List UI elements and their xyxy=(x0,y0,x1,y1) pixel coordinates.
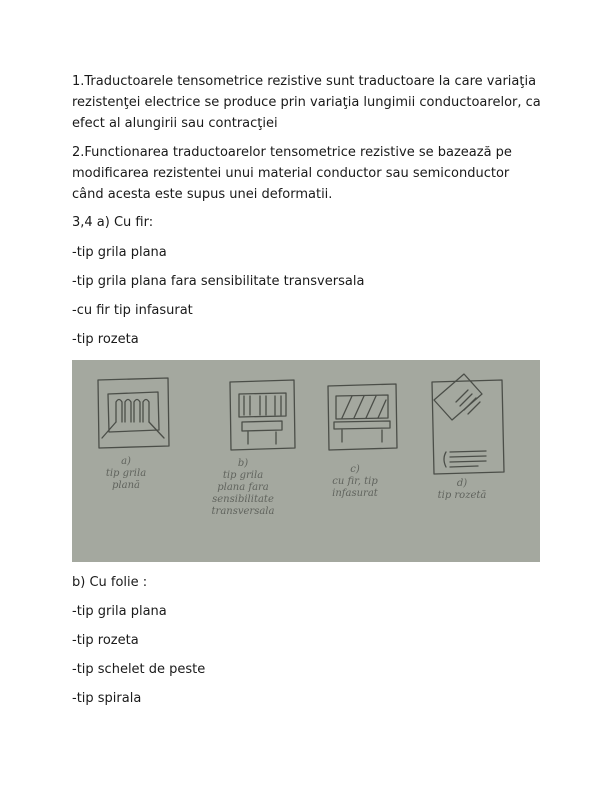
gauge-c-drawing xyxy=(328,384,397,450)
paragraph-functioning: 2.Functionarea traductoarelor tensometrice rezistive se bazează pe modificarea rezistentei unui material conductor sau semiconductor când acesta este supus unei deformatii. xyxy=(72,145,512,202)
list-item: -cu fir tip infasurat xyxy=(72,303,193,318)
paragraph-definition: 1.Traductoarele tensometrice rezistive sunt traductoare la care variaţia rezistenţei electrice se produce prin variaţia lungimii conductoarelor, ca efect al alungirii sau contracţiei xyxy=(72,74,541,131)
gauge-a-drawing xyxy=(98,378,169,448)
section-b-heading: b) Cu folie : xyxy=(72,575,148,590)
sketch-letter: b) xyxy=(237,458,249,469)
sketch-caption-b xyxy=(188,458,298,518)
sketch-caption-line: cu fir, tip xyxy=(332,476,378,487)
sketch-caption-d xyxy=(412,478,512,502)
sketch-caption-line: tip grila xyxy=(222,470,264,481)
sketch-caption-line: plana fara xyxy=(217,482,269,493)
sketch-caption-a xyxy=(86,456,166,492)
sketch-caption-line: plană xyxy=(112,480,140,491)
sketch-caption-line: tip rozetă xyxy=(437,490,487,501)
list-item: -tip grila plana xyxy=(72,245,167,260)
section-a-heading: 3,4 a) Cu fir: xyxy=(72,215,154,230)
sketch-caption-line: transversala xyxy=(211,506,275,517)
sketch-caption-line: sensibilitate xyxy=(212,494,274,505)
sketch-letter: d) xyxy=(456,478,468,489)
sketch-letter: c) xyxy=(350,464,360,475)
sketch-letter: a) xyxy=(121,456,131,467)
list-item: -tip spirala xyxy=(72,691,142,706)
sketch-caption-c xyxy=(310,464,400,500)
list-item: -tip grila plana fara sensibilitate transversala xyxy=(72,274,365,289)
sketch-caption-line: tip grila xyxy=(105,468,147,479)
list-item: -tip rozeta xyxy=(72,332,139,347)
list-item: -tip schelet de peste xyxy=(72,662,206,677)
gauge-d-drawing xyxy=(432,374,504,474)
list-item: -tip rozeta xyxy=(72,633,139,648)
sketch-caption-line: infasurat xyxy=(332,488,378,499)
gauge-b-drawing xyxy=(230,380,295,450)
sketch-photo xyxy=(72,360,540,562)
list-item: -tip grila plana xyxy=(72,604,167,619)
